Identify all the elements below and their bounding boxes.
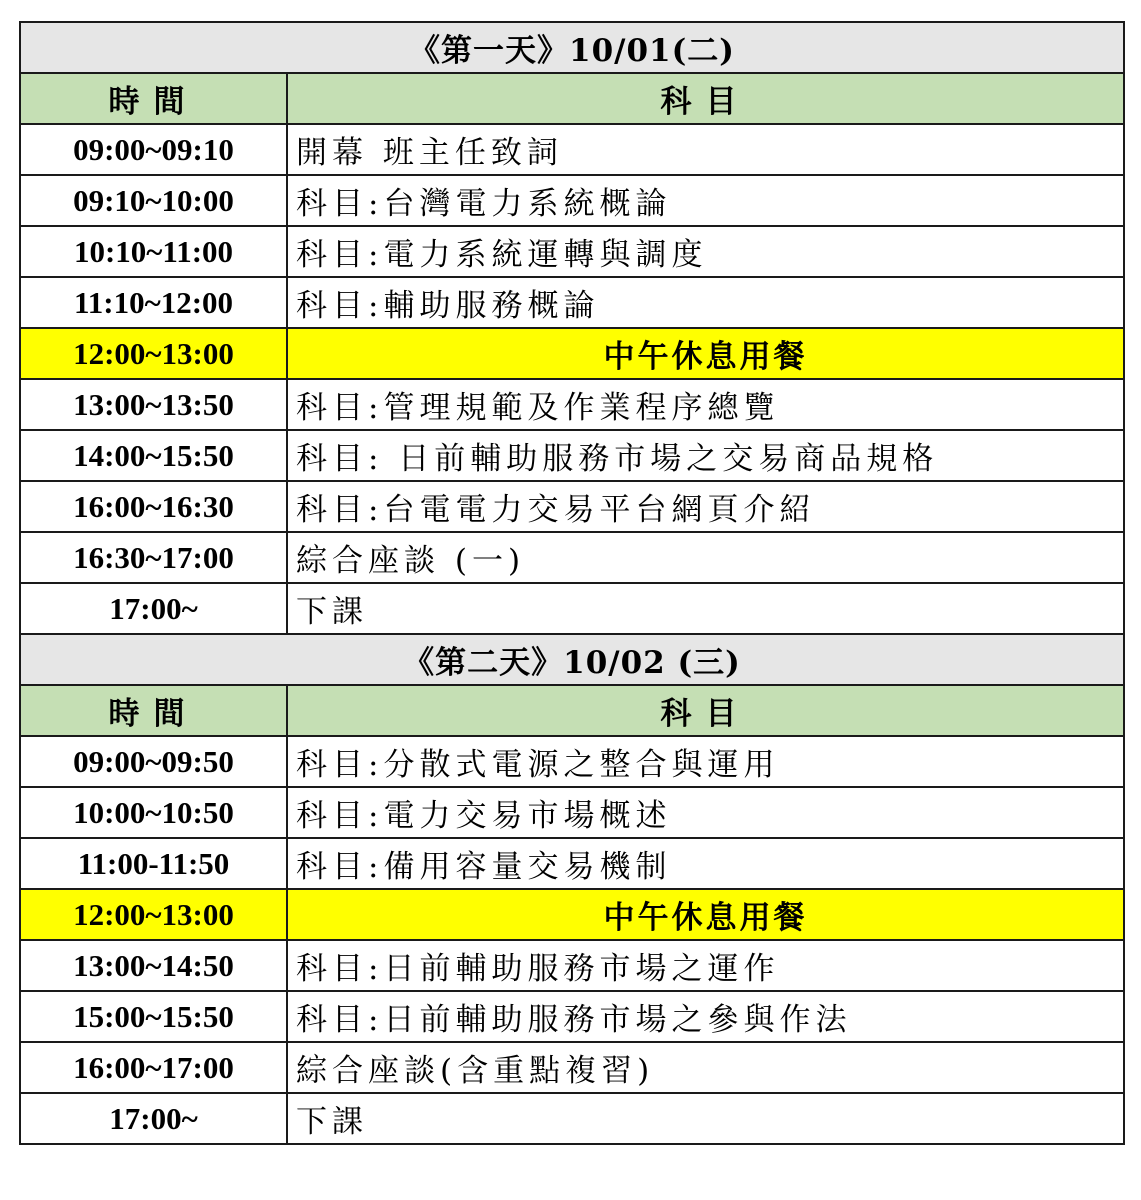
time-cell: 17:00~ [20, 583, 287, 634]
subject-cell: 科目:管理規範及作業程序總覽 [287, 379, 1124, 430]
time-cell: 09:00~09:10 [20, 124, 287, 175]
subject-cell: 科目:台電電力交易平台網頁介紹 [287, 481, 1124, 532]
time-cell: 13:00~13:50 [20, 379, 287, 430]
schedule-document [19, 21, 1123, 1145]
schedule-table [19, 21, 1125, 1145]
column-header-row [20, 685, 1124, 736]
time-cell: 10:00~10:50 [20, 787, 287, 838]
table-row [20, 430, 1124, 481]
subject-cell: 科目:日前輔助服務市場之運作 [287, 940, 1124, 991]
day-title-row [20, 634, 1124, 685]
subject-column-header: 科目 [287, 685, 1124, 736]
time-cell: 11:00-11:50 [20, 838, 287, 889]
lunch-break-label: 中午休息用餐 [287, 328, 1124, 379]
subject-cell: 科目:台灣電力系統概論 [287, 175, 1124, 226]
table-row [20, 940, 1124, 991]
subject-cell: 綜合座談 (一) [287, 532, 1124, 583]
table-row [20, 736, 1124, 787]
day-title: 《第一天》10/01(二) [20, 22, 1124, 73]
subject-cell: 科目:輔助服務概論 [287, 277, 1124, 328]
subject-cell: 科目:日前輔助服務市場之參與作法 [287, 991, 1124, 1042]
subject-cell: 科目:電力交易市場概述 [287, 787, 1124, 838]
time-cell: 16:30~17:00 [20, 532, 287, 583]
day-title: 《第二天》10/02 (三) [20, 634, 1124, 685]
subject-cell: 下課 [287, 1093, 1124, 1144]
table-row [20, 532, 1124, 583]
time-cell: 17:00~ [20, 1093, 287, 1144]
time-cell: 13:00~14:50 [20, 940, 287, 991]
table-row [20, 1093, 1124, 1144]
subject-cell: 科目:分散式電源之整合與運用 [287, 736, 1124, 787]
time-cell: 15:00~15:50 [20, 991, 287, 1042]
table-row [20, 787, 1124, 838]
subject-cell: 科目: 日前輔助服務市場之交易商品規格 [287, 430, 1124, 481]
lunch-break-row [20, 889, 1124, 940]
schedule-body [20, 22, 1124, 1144]
time-cell: 16:00~17:00 [20, 1042, 287, 1093]
table-row [20, 838, 1124, 889]
time-cell: 16:00~16:30 [20, 481, 287, 532]
table-row [20, 379, 1124, 430]
time-cell: 09:00~09:50 [20, 736, 287, 787]
time-cell: 14:00~15:50 [20, 430, 287, 481]
day-title-row [20, 22, 1124, 73]
table-row [20, 481, 1124, 532]
table-row [20, 277, 1124, 328]
time-cell: 09:10~10:00 [20, 175, 287, 226]
table-row [20, 175, 1124, 226]
subject-cell: 綜合座談(含重點複習) [287, 1042, 1124, 1093]
time-cell: 10:10~11:00 [20, 226, 287, 277]
table-row [20, 991, 1124, 1042]
subject-cell: 科目:備用容量交易機制 [287, 838, 1124, 889]
lunch-break-row [20, 328, 1124, 379]
column-header-row [20, 73, 1124, 124]
table-row [20, 1042, 1124, 1093]
time-cell: 11:10~12:00 [20, 277, 287, 328]
lunch-break-label: 中午休息用餐 [287, 889, 1124, 940]
time-cell: 12:00~13:00 [20, 328, 287, 379]
table-row [20, 226, 1124, 277]
time-cell: 12:00~13:00 [20, 889, 287, 940]
subject-cell: 下課 [287, 583, 1124, 634]
table-row [20, 124, 1124, 175]
time-column-header: 時間 [20, 685, 287, 736]
time-column-header: 時間 [20, 73, 287, 124]
subject-cell: 開幕 班主任致詞 [287, 124, 1124, 175]
table-row [20, 583, 1124, 634]
subject-column-header: 科目 [287, 73, 1124, 124]
subject-cell: 科目:電力系統運轉與調度 [287, 226, 1124, 277]
